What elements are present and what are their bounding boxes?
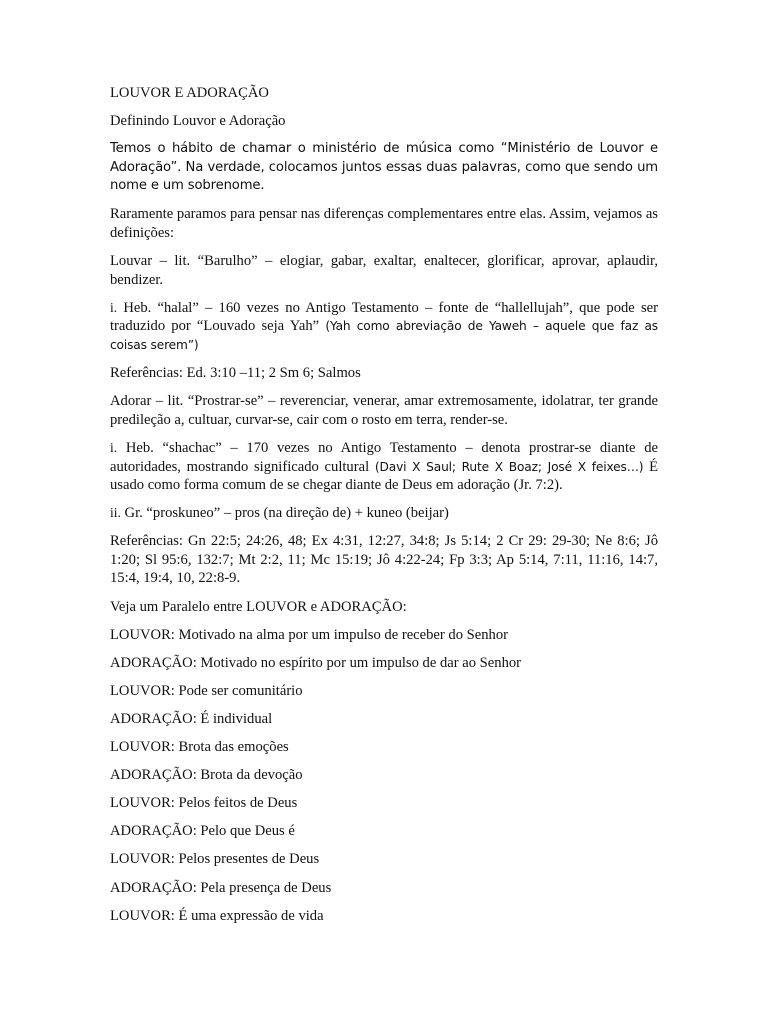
document-subtitle: Definindo Louvor e Adoração — [110, 113, 286, 130]
adorar-greek-text: Gr. “proskuneo” – pros (na direção de) + kuneo (beijar) — [120, 505, 449, 522]
adorar-references: Referências: Gn 22:5; 24:26, 48; Ex 4:31, 12:27, 34:8; Js 5:14; 2 Cr 29: 29-30; Ne 8:6; Jô 1:20; Sl 95:6, 132:7; Mt 2:2, 11; Mc 15:19; Jô 4:22-24; Fp 3:3; Ap 5:14, 7:11, 11:16, 14:7, 15:4, 19:4, 10, 22:8-9. — [110, 533, 658, 587]
adorar-definition: Adorar – lit. “Prostrar-se” – reverenciar, venerar, amar extremosamente, idolatrar, ter grande predileção a, cultuar, curvar-se, cair com o rosto em terra, render-se. — [110, 393, 658, 428]
adorar-greek-note — [110, 504, 658, 523]
parallel-list — [110, 626, 658, 926]
parallel-line: LOUVOR: Motivado na alma por um impulso de receber do Senhor — [110, 626, 509, 643]
adorar-hebrew-note — [110, 439, 658, 495]
list-marker: i. — [110, 299, 118, 315]
intro-paragraph: Temos o hábito de chamar o ministério de música como “Ministério de Louvor e Adoração”. Na verdade, colocamos juntos essas duas palavras, como que sendo um nome e um sobrenome. — [110, 141, 658, 194]
parallel-line: ADORAÇÃO: Pelo que Deus é — [110, 823, 295, 840]
parallel-line: LOUVOR: Pelos feitos de Deus — [110, 795, 298, 812]
parallel-line: LOUVOR: Brota das emoções — [110, 739, 289, 756]
parallel-line: ADORAÇÃO: É individual — [110, 710, 273, 727]
parallel-line: ADORAÇÃO: Pela presença de Deus — [110, 879, 332, 896]
parallel-line: LOUVOR: É uma expressão de vida — [110, 907, 324, 924]
differences-paragraph: Raramente paramos para pensar nas diferenças complementares entre elas. Assim, vejamos as definições: — [110, 206, 658, 242]
louvar-references: Referências: Ed. 3:10 –11; 2 Sm 6; Salmos — [110, 365, 361, 382]
adorar-hebrew-aside: (Davi X Saul; Rute X Boaz; José X feixes…) — [369, 459, 644, 474]
parallel-line: ADORAÇÃO: Brota da devoção — [110, 767, 303, 784]
list-marker: ii. — [110, 505, 121, 521]
parallel-line: LOUVOR: Pelos presentes de Deus — [110, 851, 320, 868]
louvar-hebrew-note — [110, 299, 658, 355]
adorar-hebrew-tail: É usado como forma comum de se chegar diante de Deus em adoração (Jr. 7:2). — [110, 458, 658, 494]
parallel-line: ADORAÇÃO: Motivado no espírito por um impulso de dar ao Senhor — [110, 654, 522, 671]
louvar-hebrew-aside: (Yah como abreviação de Yaweh – aquele que faz as coisas serem”) — [110, 319, 658, 353]
list-marker: i. — [110, 439, 118, 455]
louvar-definition: Louvar – lit. “Barulho” – elogiar, gabar, exaltar, enaltecer, glorificar, aprovar, aplaudir, bendizer. — [110, 253, 658, 288]
louvar-hebrew-text: Heb. “halal” – 160 vezes no Antigo Testamento – fonte de “hallellujah”, que pode ser traduzido por “Louvado seja Yah” — [110, 299, 658, 335]
document-body — [110, 84, 658, 935]
parallel-line: LOUVOR: Pode ser comunitário — [110, 682, 303, 699]
document-title: LOUVOR E ADORAÇÃO — [110, 85, 269, 101]
parallel-intro: Veja um Paralelo entre LOUVOR e ADORAÇÃO: — [110, 598, 407, 615]
adorar-hebrew-text: Heb. “shachac” – 170 vezes no Antigo Testamento – denota prostrar-se diante de autoridades, mostrando significado cultural — [110, 439, 658, 475]
